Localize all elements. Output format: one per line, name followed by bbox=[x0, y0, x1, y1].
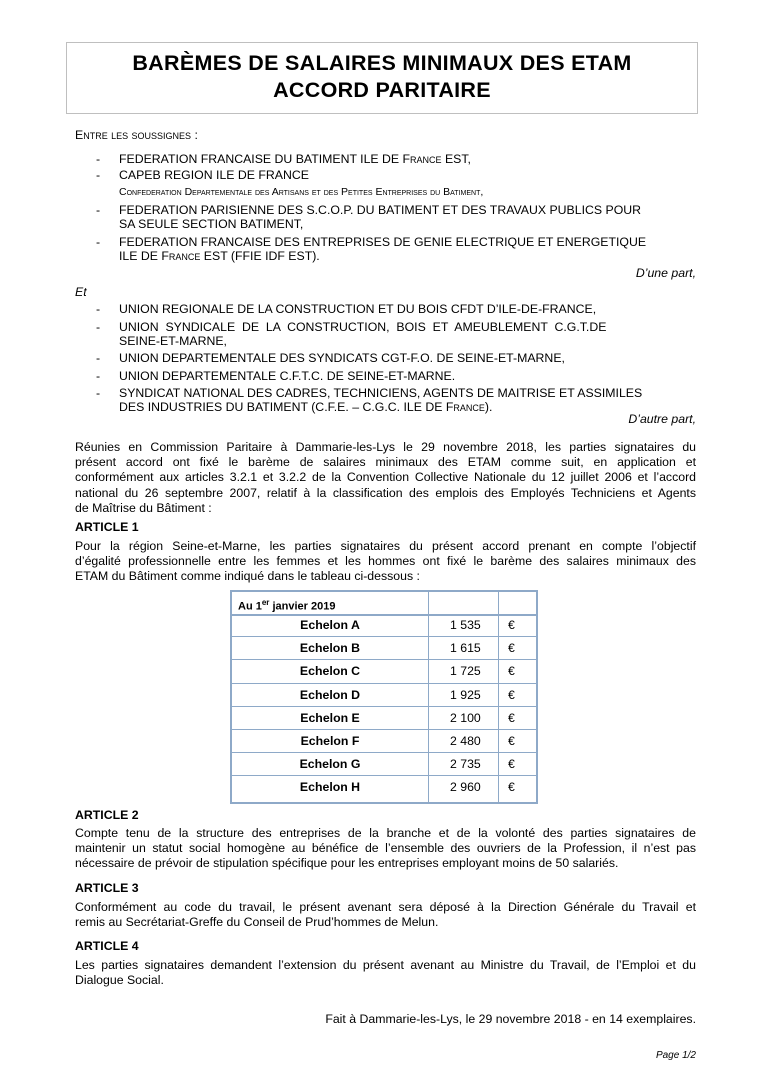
table-header-date: Au 1er janvier 2019 bbox=[238, 598, 336, 613]
article-line: ETAM du Bâtiment comme indiqué dans le tableau ci-dessous : bbox=[75, 569, 420, 584]
echelon-label: Echelon C bbox=[299, 664, 361, 679]
salary-table-header bbox=[230, 590, 538, 616]
preamble-line: Réunies en Commission Paritaire à Dammarie-les-Lys le 29 novembre 2018, les parties signataires du bbox=[75, 440, 696, 454]
article-line: Compte tenu de la structure des entreprises de la branche et de la volonté des parties signataires de bbox=[75, 826, 696, 840]
page-number: Page 1/2 bbox=[655, 1050, 696, 1061]
currency-symbol: € bbox=[508, 780, 515, 795]
salary-value: 2 735 bbox=[450, 757, 481, 772]
list-dash: - bbox=[96, 235, 101, 249]
table-row bbox=[232, 614, 536, 637]
article-line: Conformément au code du travail, le présent avenant sera déposé à la Direction Générale du Travail et bbox=[75, 900, 696, 914]
table-row bbox=[232, 730, 536, 753]
article-2-text bbox=[75, 826, 696, 872]
list-dash: - bbox=[96, 351, 101, 365]
currency-symbol: € bbox=[508, 687, 515, 702]
currency-symbol: € bbox=[508, 664, 515, 679]
party-item: FEDERATION PARISIENNE DES S.C.O.P. DU BATIMENT ET DES TRAVAUX PUBLICS POUR bbox=[119, 203, 642, 217]
table-row bbox=[232, 684, 536, 707]
article-3-text bbox=[75, 900, 696, 930]
echelon-label: Echelon G bbox=[299, 757, 361, 772]
list-dash: - bbox=[96, 369, 101, 383]
party-item: CAPEB REGION ILE DE FRANCE bbox=[119, 168, 309, 182]
table-row bbox=[232, 660, 536, 683]
echelon-label: Echelon D bbox=[299, 687, 361, 702]
side-label-first: D’une part, bbox=[635, 266, 696, 280]
preamble-line: conformément aux articles 3.2.1 et 3.2.2 de la Convention Collective Nationale du 12 juillet 2006 et l’accord bbox=[75, 470, 696, 485]
article-1-heading: ARTICLE 1 bbox=[75, 520, 139, 534]
parties-and: Et bbox=[75, 285, 87, 299]
party-item-continued: SEINE-ET-MARNE, bbox=[119, 334, 227, 348]
title-box bbox=[66, 42, 698, 114]
article-4-text bbox=[75, 958, 696, 988]
article-line: remis au Secrétariat-Greffe du Conseil de Prud’hommes de Melun. bbox=[75, 915, 439, 930]
currency-symbol: € bbox=[508, 710, 515, 725]
party-item-continued: ILE DE France EST (FFIE IDF EST). bbox=[119, 249, 320, 263]
party-item: FEDERATION FRANCAISE DU BATIMENT ILE DE France EST, bbox=[119, 152, 471, 166]
salary-value: 1 535 bbox=[450, 618, 481, 632]
article-line: nécessaire de prévoir de stipulation spécifique pour les entreprises employant moins de 50 salariés. bbox=[75, 856, 619, 871]
list-dash: - bbox=[96, 168, 101, 182]
title-line-1: BARÈMES DE SALAIRES MINIMAUX DES ETAM bbox=[132, 51, 632, 75]
article-line: d’égalité professionnelle entre les femmes et les hommes ont fixé le barème des salaires minimaux des bbox=[75, 554, 696, 569]
preamble-line: présent accord ont fixé le barème de salaires minimaux des ETAM comme suit, en application et bbox=[75, 455, 696, 470]
salary-value: 2 480 bbox=[450, 734, 481, 748]
list-dash: - bbox=[96, 320, 101, 334]
party-item: UNION DEPARTEMENTALE C.F.T.C. DE SEINE-ET-MARNE. bbox=[119, 369, 456, 383]
list-dash: - bbox=[96, 203, 101, 217]
side-label-second: D’autre part, bbox=[628, 412, 696, 426]
salary-value: 2 100 bbox=[450, 710, 481, 725]
party-item: Confederation Departementale des Artisans et des Petites Entreprises du Batiment, bbox=[119, 186, 484, 198]
article-4-heading: ARTICLE 4 bbox=[75, 939, 139, 953]
closing-statement: Fait à Dammarie-les-Lys, le 29 novembre 2018 - en 14 exemplaires. bbox=[325, 1012, 696, 1026]
preamble-line: de Maîtrise du Bâtiment : bbox=[75, 500, 212, 515]
preamble-line: national du 26 septembre 2007, relatif à la classification des emplois des Employés Techniciens et Agents bbox=[75, 485, 696, 500]
salary-value: 1 615 bbox=[450, 641, 481, 656]
currency-symbol: € bbox=[508, 757, 515, 772]
party-item: UNION SYNDICALE DE LA CONSTRUCTION, BOIS ET AMEUBLEMENT C.G.T.DE bbox=[119, 320, 607, 334]
echelon-label: Echelon B bbox=[299, 641, 361, 656]
currency-symbol: € bbox=[508, 734, 515, 748]
echelon-label: Echelon A bbox=[300, 618, 360, 632]
echelon-label: Echelon H bbox=[299, 780, 361, 795]
currency-symbol: € bbox=[508, 641, 515, 656]
salary-table bbox=[230, 614, 538, 804]
salary-value: 2 960 bbox=[450, 780, 481, 795]
echelon-label: Echelon E bbox=[300, 710, 360, 725]
article-1-text bbox=[75, 539, 696, 585]
table-divider bbox=[428, 592, 429, 614]
article-line: Les parties signataires demandent l’extension du présent avenant au Ministre du Travail, de l’Emploi et du bbox=[75, 958, 696, 972]
table-divider bbox=[498, 592, 499, 614]
salary-value: 1 725 bbox=[450, 664, 481, 679]
party-item-continued: DES INDUSTRIES DU BATIMENT (C.F.E. – C.G.C. ILE DE France). bbox=[119, 400, 493, 414]
article-2-heading: ARTICLE 2 bbox=[75, 808, 139, 822]
party-item-continued: SA SEULE SECTION BATIMENT, bbox=[119, 217, 304, 231]
table-row bbox=[232, 637, 536, 660]
party-item: UNION DEPARTEMENTALE DES SYNDICATS CGT-F.O. DE SEINE-ET-MARNE, bbox=[119, 351, 565, 365]
table-row bbox=[232, 753, 536, 776]
list-dash: - bbox=[96, 152, 101, 166]
party-item: FEDERATION FRANCAISE DES ENTREPRISES DE GENIE ELECTRIQUE ET ENERGETIQUE bbox=[119, 235, 647, 249]
article-line: Pour la région Seine-et-Marne, les parties signataires du présent accord prenant en compte l’objectif bbox=[75, 539, 696, 553]
title-line-2: ACCORD PARITAIRE bbox=[273, 78, 491, 102]
currency-symbol: € bbox=[508, 618, 515, 632]
table-row bbox=[232, 776, 536, 799]
party-item: SYNDICAT NATIONAL DES CADRES, TECHNICIENS, AGENTS DE MAITRISE ET ASSIMILES bbox=[119, 386, 643, 400]
table-row bbox=[232, 707, 536, 730]
list-dash: - bbox=[96, 302, 101, 316]
echelon-label: Echelon F bbox=[300, 734, 360, 748]
parties-intro: Entre les soussignes : bbox=[75, 128, 198, 142]
article-line: maintenir un statut social homogène au bénéfice de l’ensemble des ouvriers de la Profession, il n’est pas bbox=[75, 841, 696, 856]
preamble-paragraph bbox=[75, 440, 696, 516]
article-3-heading: ARTICLE 3 bbox=[75, 881, 139, 895]
party-item: UNION REGIONALE DE LA CONSTRUCTION ET DU BOIS CFDT D’ILE-DE-FRANCE, bbox=[119, 302, 597, 316]
salary-value: 1 925 bbox=[450, 687, 481, 702]
article-line: Dialogue Social. bbox=[75, 973, 164, 988]
list-dash: - bbox=[96, 386, 101, 400]
